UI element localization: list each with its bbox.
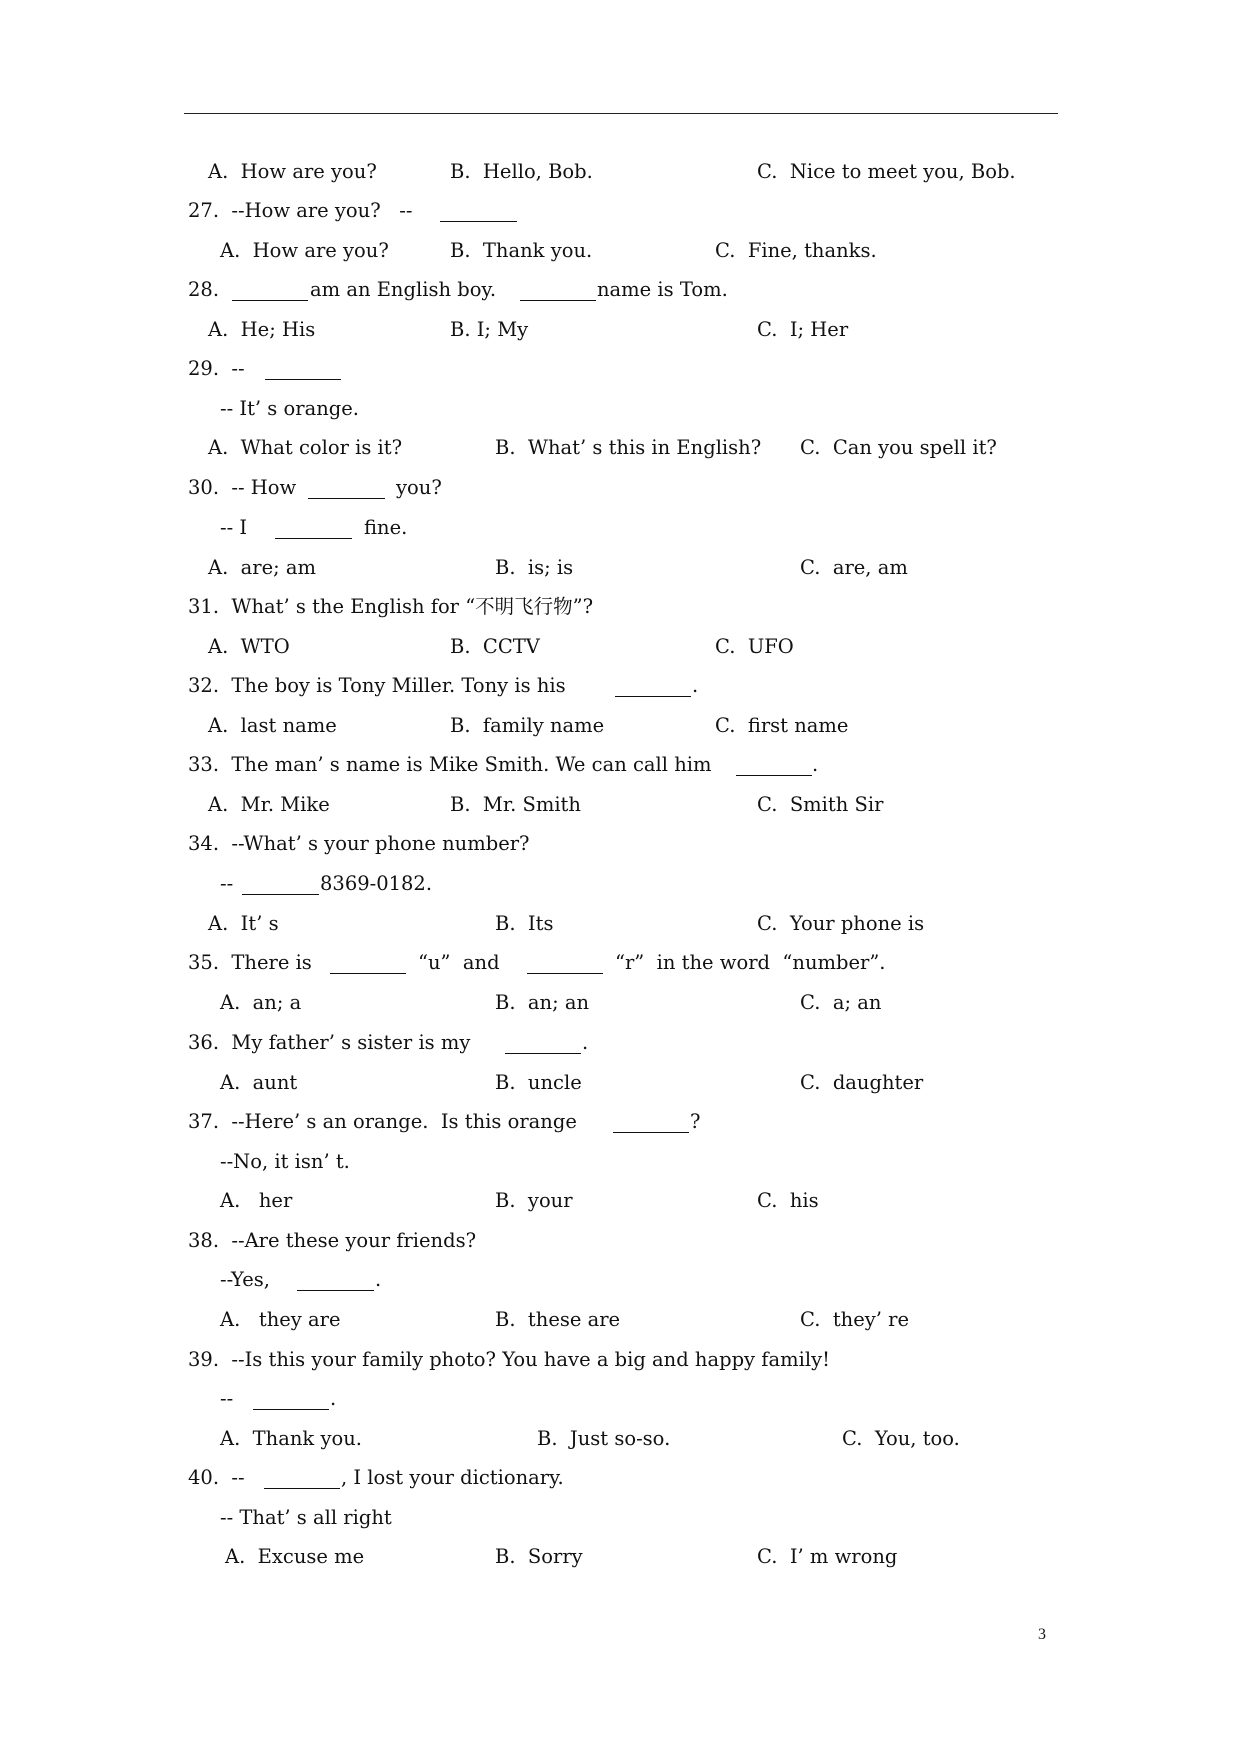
option-c: C. Nice to meet you, Bob. (757, 160, 1016, 183)
answer-options-28 (0, 315, 1241, 345)
option-c: C. I’ m wrong (757, 1545, 898, 1568)
answer-blank (613, 1132, 689, 1133)
option-a: A. last name (208, 714, 337, 737)
answer-options-30 (0, 553, 1241, 583)
option-a: A. WTO (208, 635, 290, 658)
question-text: 39. --Is this your family photo? You have a big and happy family! (188, 1348, 830, 1371)
option-c: C. UFO (715, 635, 794, 658)
option-c: C. a; an (800, 991, 882, 1014)
answer-blank (527, 973, 603, 974)
question-39 (0, 1345, 1241, 1375)
option-b: B. is; is (495, 556, 574, 579)
option-b: B. Hello, Bob. (450, 160, 593, 183)
option-c: C. his (757, 1189, 819, 1212)
option-b: B. family name (450, 714, 605, 737)
option-a: A. her (220, 1189, 293, 1212)
answer-blank (308, 498, 385, 499)
answer-blank (297, 1290, 374, 1291)
answer-blank (736, 775, 812, 776)
question-text: you? (396, 476, 442, 499)
dialogue-text: . (375, 1268, 382, 1291)
question-text: 38. --Are these your friends? (188, 1229, 477, 1252)
answer-options-27 (0, 236, 1241, 266)
question-34 (0, 829, 1241, 859)
question-text: name is Tom. (597, 278, 728, 301)
option-a: A. How are you? (220, 239, 389, 262)
dialogue-text: . (330, 1387, 337, 1410)
page-number: 3 (1038, 1626, 1046, 1643)
option-c: C. Your phone is (757, 912, 925, 935)
question-text: 27. --How are you? -- (188, 199, 413, 222)
question-31 (0, 592, 1241, 622)
option-c: C. I; Her (757, 318, 849, 341)
dialogue-text: -- That’ s all right (220, 1506, 392, 1529)
question-text: ? (690, 1110, 701, 1133)
dialogue-text: 8369-0182. (320, 872, 433, 895)
question-text: 40. -- (188, 1466, 245, 1489)
option-c: C. Smith Sir (757, 793, 884, 816)
answer-blank (275, 538, 352, 539)
answer-options-34 (0, 909, 1241, 939)
question-text: 32. The boy is Tony Miller. Tony is his (188, 674, 566, 697)
answer-options-26 (0, 157, 1241, 187)
answer-blank (264, 1488, 340, 1489)
option-a: A. What color is it? (208, 436, 403, 459)
question-number: 28. (188, 278, 220, 301)
option-a: A. Thank you. (220, 1427, 362, 1450)
option-a: A. It’ s (208, 912, 279, 935)
question-text: , I lost your dictionary. (341, 1466, 564, 1489)
question-37 (0, 1107, 1241, 1137)
dialogue-text: --Yes, (220, 1268, 270, 1291)
answer-blank (615, 696, 691, 697)
dialogue-line (0, 1265, 1241, 1295)
option-c: C. Can you spell it? (800, 436, 997, 459)
question-text: “r” in the word “number”. (615, 951, 886, 974)
answer-options-33 (0, 790, 1241, 820)
dialogue-line (0, 513, 1241, 543)
question-text: 34. --What’ s your phone number? (188, 832, 530, 855)
dialogue-text: -- It’ s orange. (220, 397, 359, 420)
option-a: A. they are (220, 1308, 341, 1331)
option-b: B. Its (495, 912, 554, 935)
option-b: B. CCTV (450, 635, 540, 658)
answer-options-38 (0, 1305, 1241, 1335)
option-a: A. an; a (220, 991, 302, 1014)
question-text: 35. There is (188, 951, 312, 974)
option-b: B. these are (495, 1308, 621, 1331)
option-c: C. daughter (800, 1071, 924, 1094)
answer-options-31 (0, 632, 1241, 662)
question-text: 37. --Here’ s an orange. Is this orange (188, 1110, 577, 1133)
option-b: B. Sorry (495, 1545, 583, 1568)
option-b: B. What’ s this in English? (495, 436, 762, 459)
answer-options-37 (0, 1186, 1241, 1216)
question-29 (0, 354, 1241, 384)
option-b: B. uncle (495, 1071, 582, 1094)
option-b: B. your (495, 1189, 573, 1212)
option-c: C. they’ re (800, 1308, 910, 1331)
question-36 (0, 1028, 1241, 1058)
dialogue-text: --No, it isn’ t. (220, 1150, 350, 1173)
option-b: B. an; an (495, 991, 590, 1014)
option-b: B. Mr. Smith (450, 793, 581, 816)
question-text: “u” and (418, 951, 500, 974)
dialogue-text: -- (220, 872, 234, 895)
question-38 (0, 1226, 1241, 1256)
dialogue-line (0, 869, 1241, 899)
option-a: A. are; am (208, 556, 317, 579)
option-a: A. How are you? (208, 160, 377, 183)
answer-blank (440, 221, 517, 222)
question-33 (0, 750, 1241, 780)
answer-options-39 (0, 1424, 1241, 1454)
answer-options-36 (0, 1068, 1241, 1098)
question-text: 31. What’ s the English for “不明飞行物”? (188, 595, 594, 618)
answer-blank (265, 379, 341, 380)
answer-blank (520, 300, 596, 301)
option-a: A. He; His (208, 318, 316, 341)
question-27 (0, 196, 1241, 226)
option-c: C. Fine, thanks. (715, 239, 877, 262)
header-rule (184, 113, 1058, 114)
question-text: 30. -- How (188, 476, 297, 499)
dialogue-line (0, 1384, 1241, 1414)
option-c: C. are, am (800, 556, 908, 579)
question-40 (0, 1463, 1241, 1493)
question-text: . (812, 753, 819, 776)
option-b: B. I; My (450, 318, 529, 341)
dialogue-text: -- (220, 1387, 234, 1410)
answer-blank (232, 300, 308, 301)
option-c: C. first name (715, 714, 849, 737)
question-text: . (582, 1031, 589, 1054)
answer-options-40 (0, 1542, 1241, 1572)
answer-blank (330, 973, 406, 974)
question-text: 33. The man’ s name is Mike Smith. We can call him (188, 753, 712, 776)
option-b: B. Just so-so. (537, 1427, 671, 1450)
dialogue-line (0, 394, 1241, 424)
option-c: C. You, too. (842, 1427, 960, 1450)
answer-blank (242, 894, 319, 895)
question-text: . (692, 674, 699, 697)
question-30 (0, 473, 1241, 503)
dialogue-text: -- I (220, 516, 248, 539)
option-a: A. Mr. Mike (208, 793, 330, 816)
option-a: A. Excuse me (225, 1545, 365, 1568)
question-text: 36. My father’ s sister is my (188, 1031, 471, 1054)
option-b: B. Thank you. (450, 239, 593, 262)
answer-options-32 (0, 711, 1241, 741)
question-32 (0, 671, 1241, 701)
answer-options-35 (0, 988, 1241, 1018)
dialogue-text: fine. (364, 516, 408, 539)
option-a: A. aunt (220, 1071, 298, 1094)
answer-blank (253, 1409, 329, 1410)
dialogue-line (0, 1503, 1241, 1533)
question-text: am an English boy. (310, 278, 497, 301)
question-text: 29. -- (188, 357, 245, 380)
question-28 (0, 275, 1241, 305)
question-35 (0, 948, 1241, 978)
dialogue-line (0, 1147, 1241, 1177)
answer-options-29 (0, 433, 1241, 463)
answer-blank (505, 1053, 581, 1054)
